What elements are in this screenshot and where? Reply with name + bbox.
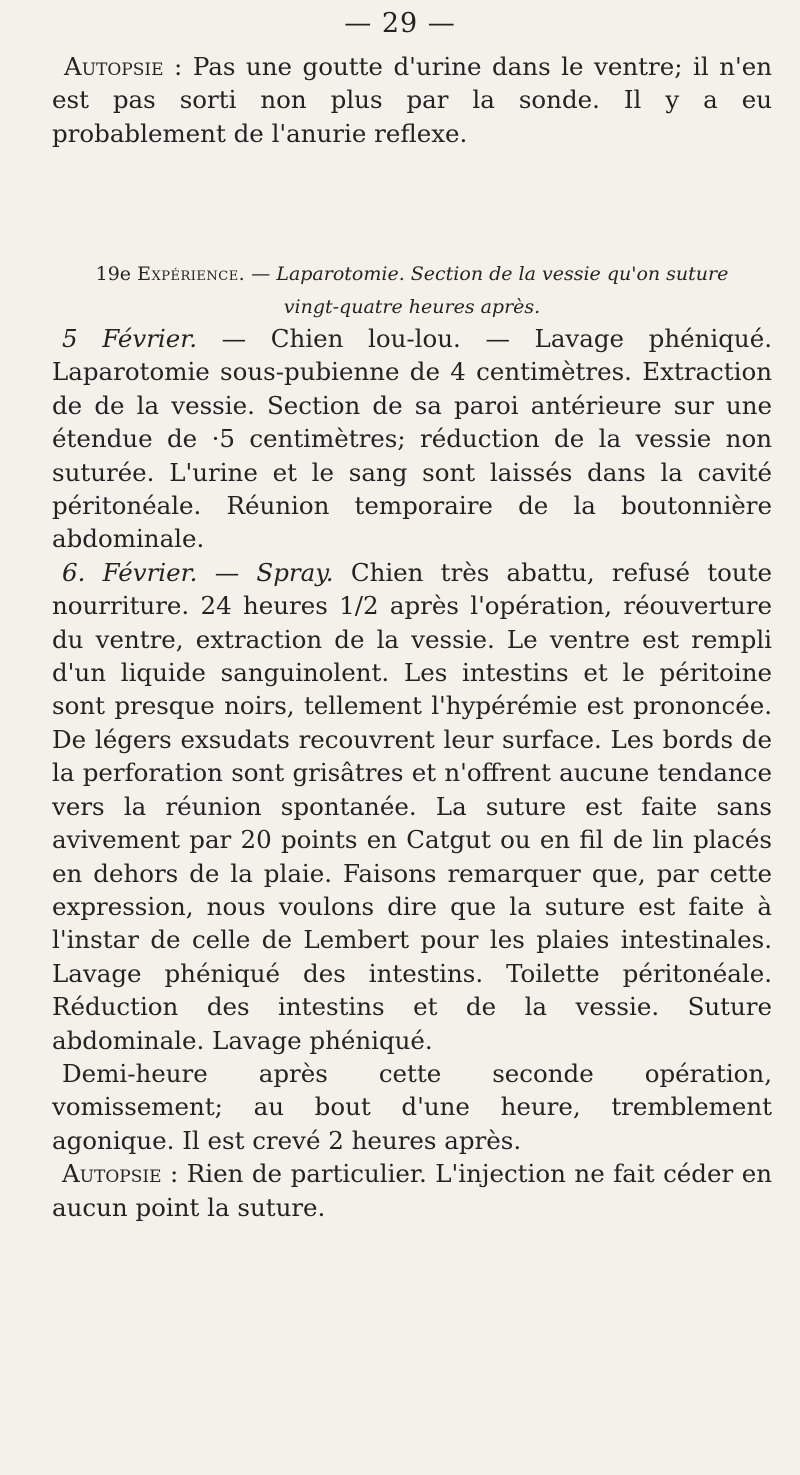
- feb6-date: 6. Février.: [62, 557, 198, 587]
- feb5-text: — Chien lou-lou. — Lavage phéniqué. Laparotomie sous-pubienne de 4 centimètres. Extraction de de la vessie. Section de sa paroi antérieure sur une étendue de ·5 centimètres; réduction de la vessie non suturée. L'urine et le sang sont laissés dans la cavité péritonéale. Réunion temporaire de la boutonnière abdominale.: [52, 324, 772, 554]
- feb6-text: Chien très abattu, refusé toute nourriture. 24 heures 1/2 après l'opération, réouverture du ventre, extraction de la vessie. Le ventre est rempli d'un liquide sanguinolent. Les intestins et le péritoine sont presque noirs, tellement l'hypérémie est prononcée. De légers exsudats recouvrent leur surface. Les bords de la perforation sont grisâtres et n'offrent aucune tendance vers la réunion spontanée. La suture est faite sans avivement par 20 points en Catgut ou en fil de lin placés en dehors de la plaie. Faisons remarquer que, par cette expression, nous voulons dire que la suture est faite à l'instar de celle de Lembert pour les plaies intestinales. Lavage phéniqué des intestins. Toilette péritonéale. Réduction des intestins et de la vessie. Suture abdominale. Lavage phéniqué.: [52, 557, 772, 1055]
- autopsy-paragraph-2: [52, 1157, 772, 1224]
- autopsy-label: Autopsie: [64, 52, 164, 81]
- page-number: — 29 —: [344, 8, 456, 39]
- feb6-spray: Spray.: [256, 557, 334, 587]
- experiment-title-line1: Laparotomie. Section de la vessie qu'on suture: [276, 263, 729, 285]
- experiment-heading: [52, 258, 772, 324]
- half-hour-paragraph: Demi-heure après cette seconde opération, vomissement; au bout d'une heure, tremblement agonique. Il est crevé 2 heures après.: [52, 1058, 772, 1155]
- experiment-number: 19e: [95, 263, 132, 285]
- feb5-date: 5 Février.: [62, 324, 198, 353]
- autopsy2-text: : Rien de particulier. L'injection ne fait céder en aucun point la suture.: [52, 1159, 772, 1222]
- experiment-separator: —: [245, 263, 277, 285]
- feb6-paragraph: [52, 556, 772, 1057]
- experiment-title-line2: vingt-quatre heures après.: [283, 296, 541, 318]
- experiment-label: Expérience.: [137, 263, 246, 285]
- experiment-body: [52, 322, 772, 1224]
- autopsy2-label: Autopsie: [62, 1159, 162, 1189]
- feb5-paragraph: [52, 322, 772, 556]
- autopsy-paragraph-1: [52, 50, 772, 150]
- feb6-dash: —: [197, 557, 257, 587]
- autopsy-text: : Pas une goutte d'urine dans le ventre; il n'en est pas sorti non plus par la sonde. Il y a eu probablement de l'anurie reflexe.: [52, 52, 772, 148]
